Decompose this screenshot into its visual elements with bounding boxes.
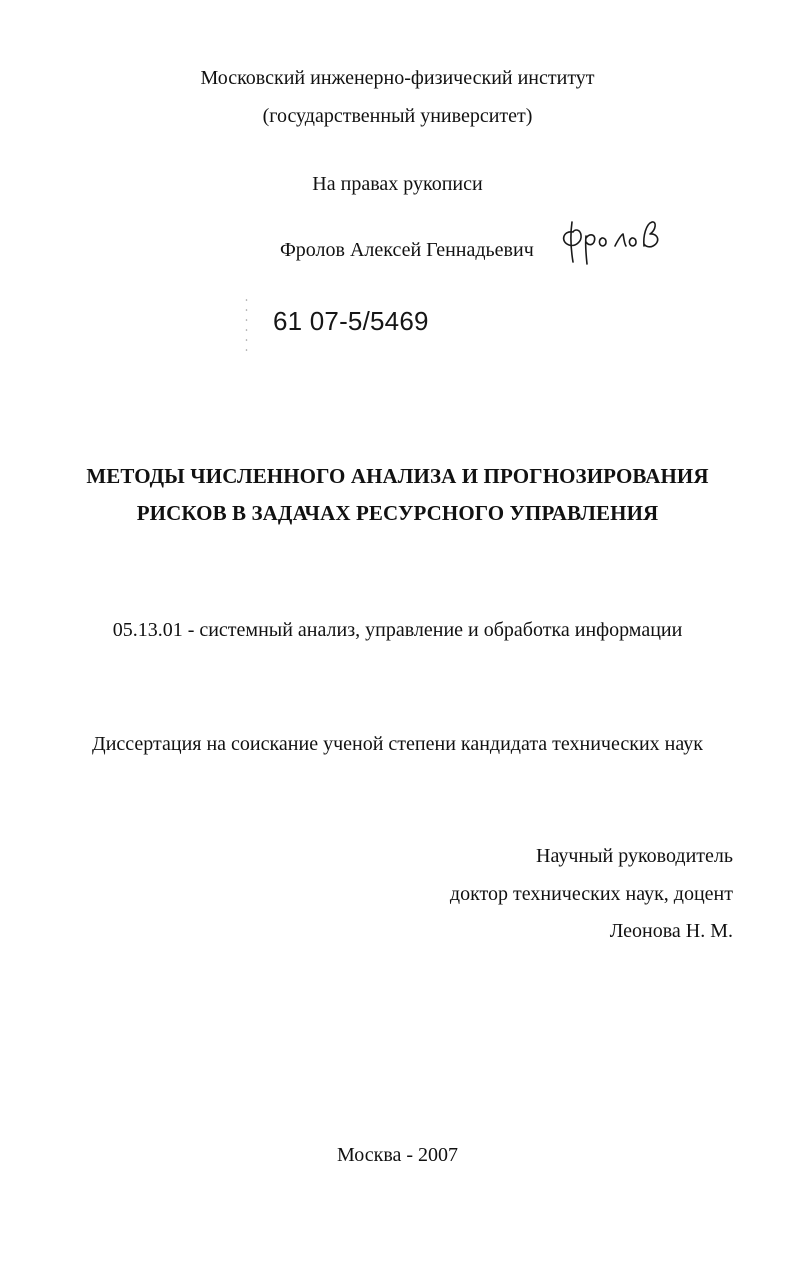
specialty-code: 05.13.01 - системный анализ, управление и обработка информации: [112, 619, 683, 641]
author-row: [280, 232, 678, 268]
author-signature: [560, 218, 678, 268]
manuscript-rights-notice: На правах рукописи: [312, 173, 483, 195]
institute-status: (государственный университет): [262, 105, 533, 127]
supervisor-name: Леонова Н. М.: [609, 920, 733, 942]
dissertation-title-line-2: РИСКОВ В ЗАДАЧАХ РЕСУРСНОГО УПРАВЛЕНИЯ: [136, 501, 659, 525]
registration-code: 61 07-5/5469: [273, 306, 429, 336]
degree-statement: Диссертация на соискание ученой степени кандидата технических наук: [92, 733, 703, 755]
supervisor-label: Научный руководитель: [536, 845, 733, 867]
stamp-margin-dots: [245, 298, 248, 354]
city-year: Москва - 2007: [336, 1144, 459, 1166]
institute-name: Московский инженерно-физический институт: [200, 67, 595, 89]
author-name: Фролов Алексей Геннадьевич: [280, 239, 534, 261]
dissertation-title-line-1: МЕТОДЫ ЧИСЛЕННОГО АНАЛИЗА И ПРОГНОЗИРОВАНИЯ: [86, 464, 709, 488]
supervisor-credentials: доктор технических наук, доцент: [449, 883, 733, 905]
